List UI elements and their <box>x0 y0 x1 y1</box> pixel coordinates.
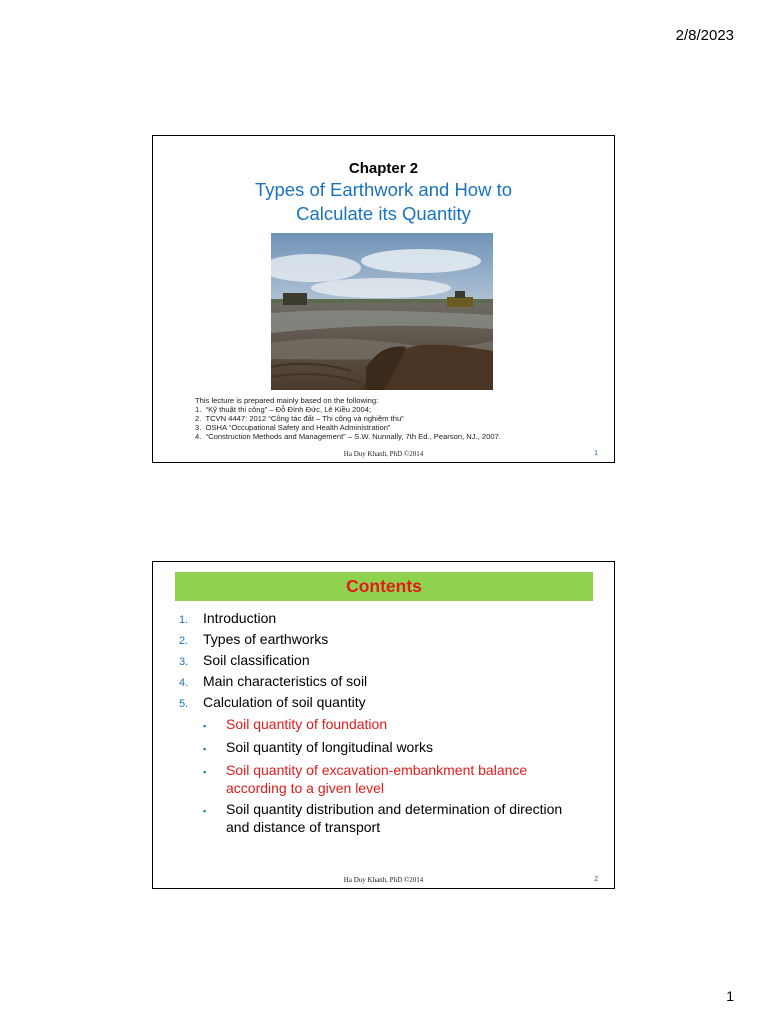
contents-list <box>179 610 599 839</box>
page-number: 1 <box>726 988 734 1004</box>
square-bullet-icon: ▪ <box>203 767 207 777</box>
item-number: 4. <box>179 677 189 689</box>
slide-footer: Ha Duy Khanh, PhD ©2014 <box>343 876 424 884</box>
list-item <box>179 631 599 652</box>
square-bullet-icon: ▪ <box>203 806 207 816</box>
square-bullet-icon: ▪ <box>203 744 207 754</box>
list-item <box>179 610 599 631</box>
item-number: 3. <box>179 656 189 668</box>
item-number: 1. <box>179 614 189 626</box>
sub-list-item <box>203 761 599 797</box>
list-item <box>179 652 599 673</box>
earthwork-photo <box>271 233 493 390</box>
title-line-2: Calculate its Quantity <box>296 203 471 224</box>
reference-text: “Kỹ thuật thi công” – Đỗ Đình Đức, Lê Kiều 2004; <box>205 405 372 414</box>
sub-list-item <box>203 800 599 836</box>
reference-text: OSHA “Occupational Safety and Health Administration” <box>205 423 391 432</box>
item-label: Introduction <box>203 610 277 626</box>
reference-item <box>195 405 605 414</box>
item-label: Main characteristics of soil <box>203 673 368 689</box>
reference-number: 3. <box>195 423 202 432</box>
sub-list-item <box>203 715 599 735</box>
reference-number: 2. <box>195 414 202 423</box>
references-intro: This lecture is prepared mainly based on the following: <box>195 396 379 405</box>
slide-number: 1 <box>594 450 598 457</box>
list-item <box>179 673 599 694</box>
slide-number: 2 <box>594 876 598 883</box>
reference-item <box>195 414 605 423</box>
item-label: Soil classification <box>203 652 310 668</box>
sub-item-label: Soil quantity of foundation <box>226 716 388 732</box>
item-label: Types of earthworks <box>203 631 329 647</box>
page-date: 2/8/2023 <box>675 27 734 44</box>
item-number: 2. <box>179 635 189 647</box>
title-line-1: Types of Earthwork and How to <box>254 179 513 200</box>
sub-item-label: Soil quantity of longitudinal works <box>226 739 434 755</box>
reference-number: 4. <box>195 432 202 441</box>
list-item <box>179 694 599 715</box>
reference-item <box>195 432 605 441</box>
slide-1 <box>152 135 615 463</box>
contents-heading: Contents <box>175 572 593 601</box>
sub-item-label: Soil quantity distribution and determination of direction and distance of transport <box>226 801 563 835</box>
reference-number: 1. <box>195 405 202 414</box>
square-bullet-icon: ▪ <box>203 721 207 731</box>
reference-text: TCVN 4447: 2012 “Công tác đất – Thi công và nghiệm thu” <box>205 414 404 423</box>
references <box>195 396 605 441</box>
slide-2 <box>152 561 615 889</box>
slide-footer: Ha Duy Khanh, PhD ©2014 <box>343 450 424 458</box>
sub-item-label: Soil quantity of excavation-embankment balance according to a given level <box>226 762 528 796</box>
chapter-label: Chapter 2 <box>348 160 419 177</box>
reference-text: “Construction Methods and Management” – S.W. Nunnally, 7th Ed., Pearson, NJ., 2007. <box>205 432 501 441</box>
slide-title <box>153 178 614 226</box>
sub-list-item <box>203 738 599 758</box>
reference-item <box>195 423 605 432</box>
item-number: 5. <box>179 698 189 710</box>
item-label: Calculation of soil quantity <box>203 694 366 710</box>
